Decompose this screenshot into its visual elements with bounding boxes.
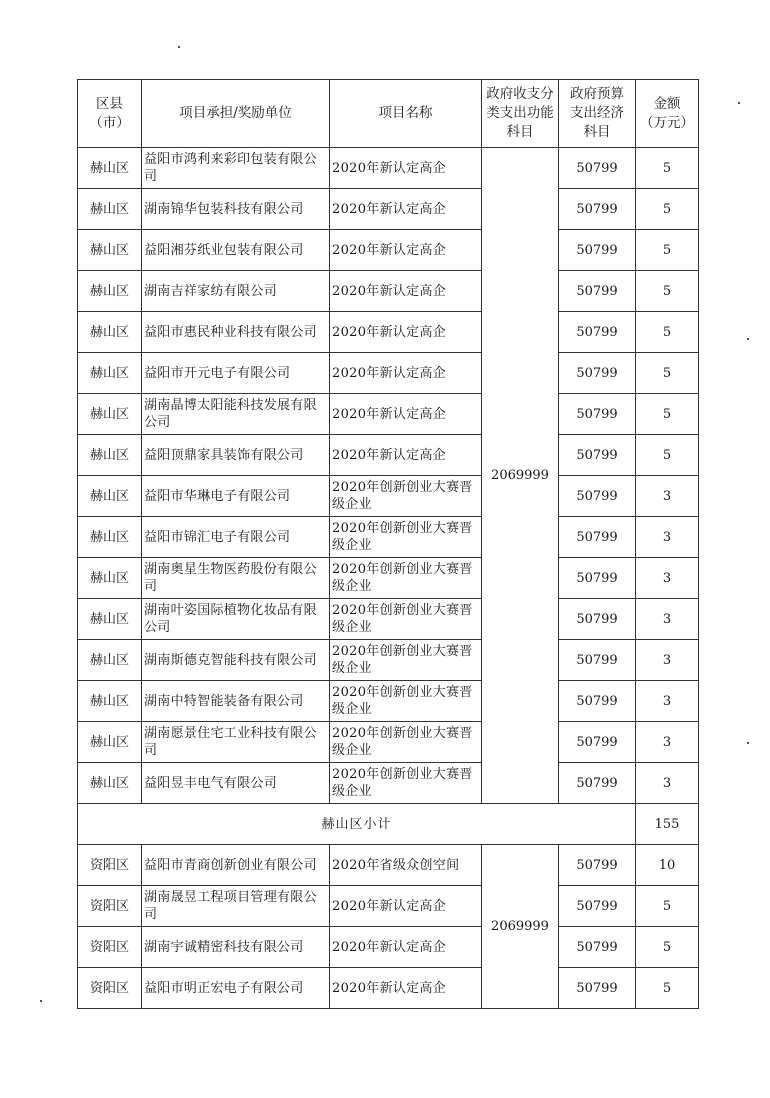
amount-cell: 3	[636, 681, 699, 722]
project-cell: 2020年创新创业大赛晋级企业	[330, 476, 482, 517]
district-cell: 赫山区	[78, 722, 142, 763]
project-cell: 2020年创新创业大赛晋级企业	[330, 517, 482, 558]
scan-speck	[747, 742, 749, 744]
district-cell: 赫山区	[78, 312, 142, 353]
district-cell: 赫山区	[78, 271, 142, 312]
header-district: 区县 （市）	[78, 80, 142, 148]
unit-cell: 益阳湘芬纸业包装有限公司	[142, 230, 330, 271]
economic-code-cell: 50799	[559, 312, 636, 353]
unit-cell: 湖南晶博太阳能科技发展有限公司	[142, 394, 330, 435]
header-function-code: 政府收支分 类支出功能 科目	[482, 80, 559, 148]
district-cell: 赫山区	[78, 558, 142, 599]
unit-cell: 益阳市开元电子有限公司	[142, 353, 330, 394]
header-economic-code: 政府预算 支出经济 科目	[559, 80, 636, 148]
scan-speck	[738, 102, 740, 104]
unit-cell: 湖南叶姿国际植物化妆品有限公司	[142, 599, 330, 640]
economic-code-cell: 50799	[559, 476, 636, 517]
unit-cell: 湖南晟昱工程项目管理有限公司	[142, 886, 330, 927]
economic-code-cell: 50799	[559, 435, 636, 476]
table-row	[78, 763, 699, 804]
unit-cell: 益阳顶鼎家具装饰有限公司	[142, 435, 330, 476]
district-cell: 赫山区	[78, 189, 142, 230]
scan-speck	[40, 1000, 42, 1002]
amount-cell: 5	[636, 886, 699, 927]
economic-code-cell: 50799	[559, 558, 636, 599]
table-row	[78, 394, 699, 435]
header-amount: 金额 （万元）	[636, 80, 699, 148]
economic-code-cell: 50799	[559, 517, 636, 558]
unit-cell: 湖南吉祥家纺有限公司	[142, 271, 330, 312]
unit-cell: 湖南奥星生物医药股份有限公司	[142, 558, 330, 599]
unit-cell: 益阳市青商创新创业有限公司	[142, 845, 330, 886]
district-cell: 赫山区	[78, 763, 142, 804]
project-cell: 2020年新认定高企	[330, 148, 482, 189]
header-row	[78, 80, 699, 148]
project-cell: 2020年新认定高企	[330, 394, 482, 435]
subtotal-label: 赫山区小计	[78, 804, 636, 845]
function-code-cell: 2069999	[482, 845, 559, 1009]
unit-cell: 益阳市鸿利来彩印包装有限公司	[142, 148, 330, 189]
district-cell: 赫山区	[78, 517, 142, 558]
table-row	[78, 886, 699, 927]
table-row	[78, 148, 699, 189]
table-row	[78, 271, 699, 312]
amount-cell: 5	[636, 271, 699, 312]
project-cell: 2020年新认定高企	[330, 353, 482, 394]
economic-code-cell: 50799	[559, 271, 636, 312]
amount-cell: 5	[636, 968, 699, 1009]
unit-cell: 益阳市明正宏电子有限公司	[142, 968, 330, 1009]
scan-speck	[747, 338, 749, 340]
project-cell: 2020年创新创业大赛晋级企业	[330, 558, 482, 599]
table-row	[78, 435, 699, 476]
table-row	[78, 845, 699, 886]
table-row	[78, 476, 699, 517]
table-row	[78, 189, 699, 230]
district-cell: 赫山区	[78, 640, 142, 681]
amount-cell: 5	[636, 230, 699, 271]
project-cell: 2020年创新创业大赛晋级企业	[330, 640, 482, 681]
district-cell: 赫山区	[78, 681, 142, 722]
unit-cell: 湖南斯德克智能科技有限公司	[142, 640, 330, 681]
project-cell: 2020年省级众创空间	[330, 845, 482, 886]
project-cell: 2020年创新创业大赛晋级企业	[330, 599, 482, 640]
economic-code-cell: 50799	[559, 927, 636, 968]
project-cell: 2020年新认定高企	[330, 271, 482, 312]
subtotal-row	[78, 804, 699, 845]
economic-code-cell: 50799	[559, 599, 636, 640]
economic-code-cell: 50799	[559, 353, 636, 394]
economic-code-cell: 50799	[559, 189, 636, 230]
district-cell: 赫山区	[78, 435, 142, 476]
district-cell: 赫山区	[78, 476, 142, 517]
header-project: 项目名称	[330, 80, 482, 148]
amount-cell: 3	[636, 763, 699, 804]
amount-cell: 3	[636, 517, 699, 558]
unit-cell: 湖南愿景住宅工业科技有限公司	[142, 722, 330, 763]
table-row	[78, 517, 699, 558]
project-cell: 2020年创新创业大赛晋级企业	[330, 681, 482, 722]
economic-code-cell: 50799	[559, 230, 636, 271]
table-row	[78, 968, 699, 1009]
unit-cell: 湖南锦华包装科技有限公司	[142, 189, 330, 230]
amount-cell: 3	[636, 599, 699, 640]
district-cell: 资阳区	[78, 845, 142, 886]
amount-cell: 5	[636, 189, 699, 230]
amount-cell: 3	[636, 722, 699, 763]
economic-code-cell: 50799	[559, 640, 636, 681]
amount-cell: 5	[636, 148, 699, 189]
project-cell: 2020年创新创业大赛晋级企业	[330, 763, 482, 804]
district-cell: 资阳区	[78, 927, 142, 968]
economic-code-cell: 50799	[559, 845, 636, 886]
economic-code-cell: 50799	[559, 886, 636, 927]
economic-code-cell: 50799	[559, 722, 636, 763]
table-row	[78, 312, 699, 353]
district-cell: 赫山区	[78, 230, 142, 271]
project-cell: 2020年新认定高企	[330, 927, 482, 968]
table-row	[78, 558, 699, 599]
amount-cell: 5	[636, 353, 699, 394]
district-cell: 资阳区	[78, 886, 142, 927]
project-cell: 2020年创新创业大赛晋级企业	[330, 722, 482, 763]
amount-cell: 3	[636, 558, 699, 599]
unit-cell: 湖南中特智能装备有限公司	[142, 681, 330, 722]
district-cell: 赫山区	[78, 394, 142, 435]
project-cell: 2020年新认定高企	[330, 230, 482, 271]
district-cell: 赫山区	[78, 353, 142, 394]
table-row	[78, 230, 699, 271]
unit-cell: 益阳昱丰电气有限公司	[142, 763, 330, 804]
amount-cell: 3	[636, 476, 699, 517]
project-cell: 2020年新认定高企	[330, 968, 482, 1009]
project-cell: 2020年新认定高企	[330, 886, 482, 927]
table-row	[78, 681, 699, 722]
district-cell: 赫山区	[78, 599, 142, 640]
economic-code-cell: 50799	[559, 968, 636, 1009]
unit-cell: 湖南宇诚精密科技有限公司	[142, 927, 330, 968]
district-cell: 赫山区	[78, 148, 142, 189]
table-row	[78, 353, 699, 394]
amount-cell: 5	[636, 312, 699, 353]
funding-table	[77, 79, 699, 1009]
amount-cell: 3	[636, 640, 699, 681]
table-row	[78, 927, 699, 968]
amount-cell: 10	[636, 845, 699, 886]
subtotal-amount: 155	[636, 804, 699, 845]
table-row	[78, 599, 699, 640]
economic-code-cell: 50799	[559, 681, 636, 722]
unit-cell: 益阳市锦汇电子有限公司	[142, 517, 330, 558]
scan-speck	[178, 46, 180, 48]
district-cell: 资阳区	[78, 968, 142, 1009]
economic-code-cell: 50799	[559, 763, 636, 804]
economic-code-cell: 50799	[559, 394, 636, 435]
amount-cell: 5	[636, 927, 699, 968]
amount-cell: 5	[636, 394, 699, 435]
header-unit: 项目承担/奖励单位	[142, 80, 330, 148]
function-code-cell: 2069999	[482, 148, 559, 804]
project-cell: 2020年新认定高企	[330, 435, 482, 476]
project-cell: 2020年新认定高企	[330, 312, 482, 353]
economic-code-cell: 50799	[559, 148, 636, 189]
unit-cell: 益阳市华琳电子有限公司	[142, 476, 330, 517]
project-cell: 2020年新认定高企	[330, 189, 482, 230]
table-row	[78, 722, 699, 763]
amount-cell: 5	[636, 435, 699, 476]
unit-cell: 益阳市惠民种业科技有限公司	[142, 312, 330, 353]
table-row	[78, 640, 699, 681]
